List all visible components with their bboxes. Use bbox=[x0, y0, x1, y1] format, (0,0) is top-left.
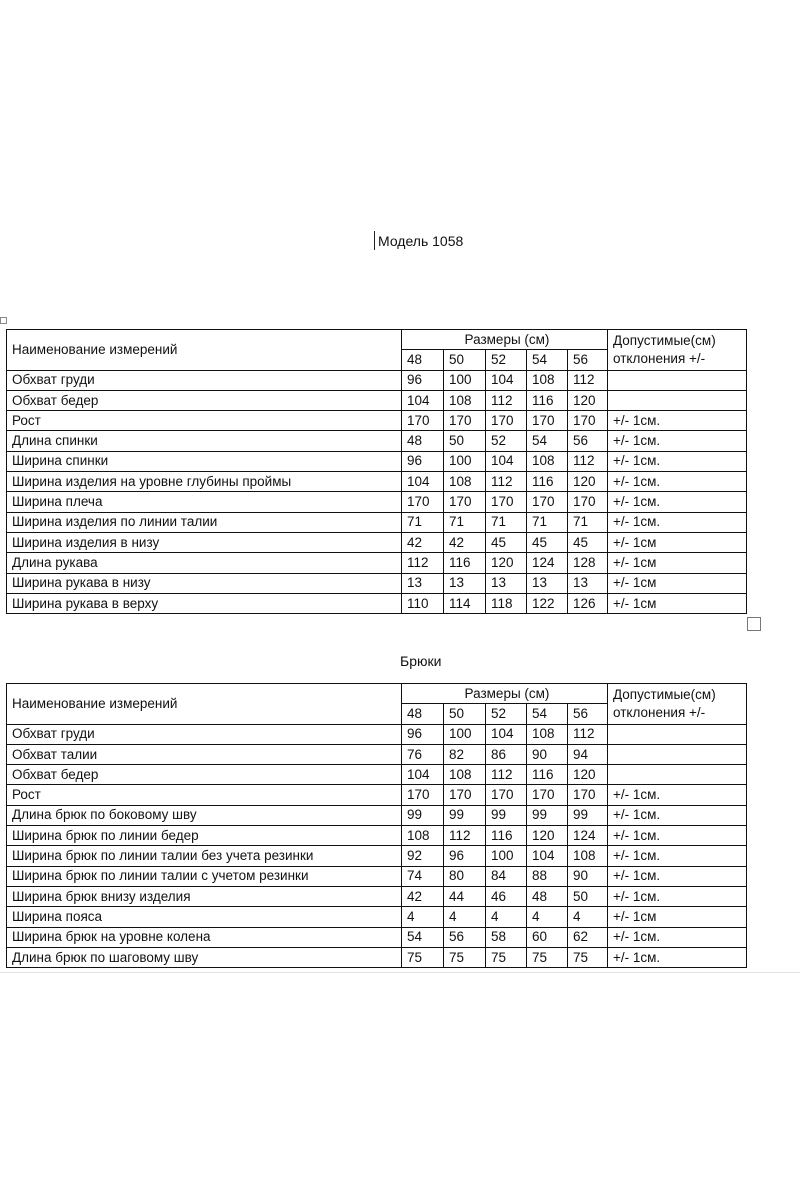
size-value: 96 bbox=[402, 451, 444, 471]
size-value: 112 bbox=[568, 370, 608, 390]
size-value: 60 bbox=[527, 927, 568, 947]
table-row bbox=[7, 472, 747, 492]
tolerance-value: +/- 1см. bbox=[608, 411, 747, 431]
size-value: 116 bbox=[527, 390, 568, 410]
size-value: 120 bbox=[568, 472, 608, 492]
size-value: 100 bbox=[444, 370, 486, 390]
table-row bbox=[7, 492, 747, 512]
table-row bbox=[7, 947, 747, 967]
size-value: 75 bbox=[402, 947, 444, 967]
size-value: 104 bbox=[402, 390, 444, 410]
column-header-name: Наименование измерений bbox=[7, 684, 402, 725]
size-value: 96 bbox=[402, 370, 444, 390]
size-value: 96 bbox=[402, 724, 444, 744]
tolerance-value: +/- 1см. bbox=[608, 866, 747, 886]
size-value: 116 bbox=[527, 472, 568, 492]
size-value: 116 bbox=[527, 765, 568, 785]
size-value: 100 bbox=[486, 846, 527, 866]
size-value: 71 bbox=[527, 512, 568, 532]
measurement-name: Ширина изделия на уровне глубины проймы bbox=[7, 472, 402, 492]
size-value: 120 bbox=[527, 826, 568, 846]
page-title: Модель 1058 bbox=[378, 233, 464, 249]
measurement-name: Ширина брюк по линии талии с учетом резинки bbox=[7, 866, 402, 886]
size-value: 76 bbox=[402, 744, 444, 764]
table-row bbox=[7, 593, 747, 613]
size-value: 94 bbox=[568, 744, 608, 764]
table-row bbox=[7, 927, 747, 947]
measurement-name: Ширина брюк по линии бедер bbox=[7, 826, 402, 846]
table-row bbox=[7, 744, 747, 764]
size-value: 170 bbox=[486, 492, 527, 512]
size-value: 116 bbox=[444, 553, 486, 573]
tolerance-value: +/- 1см bbox=[608, 553, 747, 573]
size-value: 170 bbox=[568, 411, 608, 431]
size-value: 170 bbox=[568, 492, 608, 512]
size-value: 112 bbox=[444, 826, 486, 846]
table-row bbox=[7, 512, 747, 532]
size-value: 120 bbox=[486, 553, 527, 573]
size-value: 170 bbox=[402, 492, 444, 512]
table-row bbox=[7, 724, 747, 744]
size-value: 71 bbox=[486, 512, 527, 532]
size-value: 4 bbox=[568, 907, 608, 927]
measurement-name: Обхват груди bbox=[7, 370, 402, 390]
tolerance-value: +/- 1см. bbox=[608, 886, 747, 906]
size-value: 45 bbox=[486, 532, 527, 552]
measurement-name: Ширина рукава в низу bbox=[7, 573, 402, 593]
page-boundary bbox=[0, 972, 800, 973]
size-value: 75 bbox=[568, 947, 608, 967]
size-header: 56 bbox=[568, 704, 608, 724]
tolerance-value bbox=[608, 744, 747, 764]
measurement-name: Ширина брюк на уровне колена bbox=[7, 927, 402, 947]
table-row bbox=[7, 573, 747, 593]
size-value: 170 bbox=[527, 785, 568, 805]
size-value: 170 bbox=[527, 492, 568, 512]
tolerance-value bbox=[608, 370, 747, 390]
size-header: 54 bbox=[527, 350, 568, 370]
size-value: 75 bbox=[444, 947, 486, 967]
size-value: 44 bbox=[444, 886, 486, 906]
size-header: 54 bbox=[527, 704, 568, 724]
table-row bbox=[7, 846, 747, 866]
measurement-name: Ширина брюк внизу изделия bbox=[7, 886, 402, 906]
tolerance-header-line-2: отклонения +/- bbox=[613, 350, 706, 366]
table-row bbox=[7, 532, 747, 552]
measurement-name: Длина брюк по шаговому шву bbox=[7, 947, 402, 967]
measurement-name: Рост bbox=[7, 411, 402, 431]
tolerance-value: +/- 1см. bbox=[608, 451, 747, 471]
table-row bbox=[7, 411, 747, 431]
size-value: 75 bbox=[486, 947, 527, 967]
size-value: 99 bbox=[568, 805, 608, 825]
size-value: 120 bbox=[568, 765, 608, 785]
size-header: 48 bbox=[402, 350, 444, 370]
size-value: 99 bbox=[402, 805, 444, 825]
size-value: 112 bbox=[486, 765, 527, 785]
size-value: 58 bbox=[486, 927, 527, 947]
table-header-row bbox=[7, 330, 747, 350]
size-value: 84 bbox=[486, 866, 527, 886]
size-value: 104 bbox=[486, 451, 527, 471]
size-value: 100 bbox=[444, 451, 486, 471]
tolerance-value: +/- 1см. bbox=[608, 472, 747, 492]
size-value: 118 bbox=[486, 593, 527, 613]
table-row bbox=[7, 553, 747, 573]
size-value: 108 bbox=[444, 390, 486, 410]
size-value: 128 bbox=[568, 553, 608, 573]
trousers-table-body bbox=[7, 684, 747, 968]
size-value: 170 bbox=[444, 785, 486, 805]
size-value: 170 bbox=[527, 411, 568, 431]
size-value: 170 bbox=[444, 492, 486, 512]
size-value: 13 bbox=[486, 573, 527, 593]
size-value: 82 bbox=[444, 744, 486, 764]
size-value: 170 bbox=[444, 411, 486, 431]
table-header-row bbox=[7, 684, 747, 704]
jacket-size-table bbox=[6, 329, 747, 614]
table-move-handle[interactable] bbox=[0, 317, 7, 324]
tolerance-value bbox=[608, 724, 747, 744]
size-value: 96 bbox=[444, 846, 486, 866]
text-cursor bbox=[374, 231, 375, 250]
measurement-name: Длина спинки bbox=[7, 431, 402, 451]
size-value: 112 bbox=[568, 724, 608, 744]
size-value: 108 bbox=[444, 472, 486, 492]
section-title-trousers: Брюки bbox=[400, 653, 442, 669]
size-value: 46 bbox=[486, 886, 527, 906]
size-value: 99 bbox=[486, 805, 527, 825]
size-value: 170 bbox=[486, 785, 527, 805]
tolerance-value: +/- 1см. bbox=[608, 512, 747, 532]
size-header: 52 bbox=[486, 350, 527, 370]
size-value: 92 bbox=[402, 846, 444, 866]
size-value: 108 bbox=[527, 451, 568, 471]
size-value: 100 bbox=[444, 724, 486, 744]
size-value: 56 bbox=[568, 431, 608, 451]
size-value: 45 bbox=[527, 532, 568, 552]
table-resize-handle[interactable] bbox=[747, 617, 761, 631]
size-value: 88 bbox=[527, 866, 568, 886]
column-header-sizes: Размеры (см) bbox=[402, 684, 608, 704]
size-value: 86 bbox=[486, 744, 527, 764]
size-header: 50 bbox=[444, 704, 486, 724]
table-row bbox=[7, 431, 747, 451]
size-value: 104 bbox=[402, 472, 444, 492]
table-row bbox=[7, 370, 747, 390]
size-value: 170 bbox=[402, 411, 444, 431]
size-value: 108 bbox=[444, 765, 486, 785]
size-value: 42 bbox=[402, 886, 444, 906]
size-value: 52 bbox=[486, 431, 527, 451]
size-value: 80 bbox=[444, 866, 486, 886]
size-value: 126 bbox=[568, 593, 608, 613]
measurement-name: Ширина рукава в верху bbox=[7, 593, 402, 613]
tolerance-value bbox=[608, 765, 747, 785]
table-row bbox=[7, 785, 747, 805]
tolerance-value: +/- 1см. bbox=[608, 826, 747, 846]
size-value: 120 bbox=[568, 390, 608, 410]
size-value: 170 bbox=[486, 411, 527, 431]
size-value: 13 bbox=[527, 573, 568, 593]
tolerance-value: +/- 1см bbox=[608, 573, 747, 593]
jacket-table-body bbox=[7, 330, 747, 614]
size-value: 4 bbox=[527, 907, 568, 927]
size-value: 170 bbox=[402, 785, 444, 805]
trousers-size-table bbox=[6, 683, 747, 968]
tolerance-value: +/- 1см bbox=[608, 907, 747, 927]
size-value: 48 bbox=[402, 431, 444, 451]
size-value: 99 bbox=[527, 805, 568, 825]
size-value: 13 bbox=[402, 573, 444, 593]
size-value: 110 bbox=[402, 593, 444, 613]
size-value: 104 bbox=[402, 765, 444, 785]
size-value: 56 bbox=[444, 927, 486, 947]
size-value: 50 bbox=[568, 886, 608, 906]
column-header-tolerance bbox=[608, 330, 747, 371]
measurement-name: Ширина изделия по линии талии bbox=[7, 512, 402, 532]
size-value: 45 bbox=[568, 532, 608, 552]
tolerance-value bbox=[608, 390, 747, 410]
size-value: 62 bbox=[568, 927, 608, 947]
tolerance-value: +/- 1см bbox=[608, 593, 747, 613]
size-value: 112 bbox=[568, 451, 608, 471]
table-row bbox=[7, 390, 747, 410]
size-header: 48 bbox=[402, 704, 444, 724]
size-value: 13 bbox=[444, 573, 486, 593]
measurement-name: Ширина брюк по линии талии без учета резинки bbox=[7, 846, 402, 866]
size-value: 112 bbox=[486, 472, 527, 492]
size-value: 42 bbox=[444, 532, 486, 552]
size-value: 71 bbox=[402, 512, 444, 532]
table-row bbox=[7, 451, 747, 471]
size-value: 48 bbox=[527, 886, 568, 906]
tolerance-value: +/- 1см. bbox=[608, 785, 747, 805]
size-value: 74 bbox=[402, 866, 444, 886]
table-row bbox=[7, 805, 747, 825]
size-value: 13 bbox=[568, 573, 608, 593]
measurement-name: Обхват бедер bbox=[7, 390, 402, 410]
size-value: 112 bbox=[486, 390, 527, 410]
size-value: 42 bbox=[402, 532, 444, 552]
table-row bbox=[7, 866, 747, 886]
measurement-name: Ширина изделия в низу bbox=[7, 532, 402, 552]
tolerance-value: +/- 1см. bbox=[608, 492, 747, 512]
table-row bbox=[7, 765, 747, 785]
tolerance-value: +/- 1см. bbox=[608, 947, 747, 967]
size-value: 114 bbox=[444, 593, 486, 613]
measurement-name: Длина рукава bbox=[7, 553, 402, 573]
measurement-name: Рост bbox=[7, 785, 402, 805]
size-value: 75 bbox=[527, 947, 568, 967]
size-header: 56 bbox=[568, 350, 608, 370]
measurement-name: Обхват груди bbox=[7, 724, 402, 744]
size-value: 104 bbox=[527, 846, 568, 866]
size-value: 108 bbox=[527, 724, 568, 744]
size-value: 71 bbox=[444, 512, 486, 532]
size-value: 4 bbox=[402, 907, 444, 927]
table-row bbox=[7, 826, 747, 846]
tolerance-value: +/- 1см. bbox=[608, 431, 747, 451]
size-value: 4 bbox=[444, 907, 486, 927]
table-row bbox=[7, 886, 747, 906]
tolerance-header-line-1: Допустимые(см) bbox=[613, 686, 716, 702]
measurement-name: Ширина спинки bbox=[7, 451, 402, 471]
size-value: 170 bbox=[568, 785, 608, 805]
size-value: 112 bbox=[402, 553, 444, 573]
size-value: 90 bbox=[527, 744, 568, 764]
size-header: 52 bbox=[486, 704, 527, 724]
size-value: 124 bbox=[527, 553, 568, 573]
tolerance-header-line-2: отклонения +/- bbox=[613, 704, 706, 720]
size-value: 124 bbox=[568, 826, 608, 846]
size-value: 104 bbox=[486, 724, 527, 744]
size-value: 116 bbox=[486, 826, 527, 846]
measurement-name: Обхват талии bbox=[7, 744, 402, 764]
measurement-name: Ширина пояса bbox=[7, 907, 402, 927]
tolerance-value: +/- 1см. bbox=[608, 805, 747, 825]
measurement-name: Ширина плеча bbox=[7, 492, 402, 512]
size-value: 4 bbox=[486, 907, 527, 927]
size-value: 108 bbox=[568, 846, 608, 866]
tolerance-value: +/- 1см bbox=[608, 532, 747, 552]
measurement-name: Длина брюк по боковому шву bbox=[7, 805, 402, 825]
size-value: 50 bbox=[444, 431, 486, 451]
size-value: 99 bbox=[444, 805, 486, 825]
tolerance-value: +/- 1см. bbox=[608, 846, 747, 866]
size-value: 104 bbox=[486, 370, 527, 390]
column-header-sizes: Размеры (см) bbox=[402, 330, 608, 350]
size-value: 54 bbox=[402, 927, 444, 947]
tolerance-value: +/- 1см. bbox=[608, 927, 747, 947]
size-header: 50 bbox=[444, 350, 486, 370]
tolerance-header-line-1: Допустимые(см) bbox=[613, 332, 716, 348]
column-header-name: Наименование измерений bbox=[7, 330, 402, 371]
size-value: 54 bbox=[527, 431, 568, 451]
table-row bbox=[7, 907, 747, 927]
size-value: 90 bbox=[568, 866, 608, 886]
size-value: 122 bbox=[527, 593, 568, 613]
column-header-tolerance bbox=[608, 684, 747, 725]
measurement-name: Обхват бедер bbox=[7, 765, 402, 785]
size-value: 108 bbox=[527, 370, 568, 390]
size-value: 108 bbox=[402, 826, 444, 846]
size-value: 71 bbox=[568, 512, 608, 532]
